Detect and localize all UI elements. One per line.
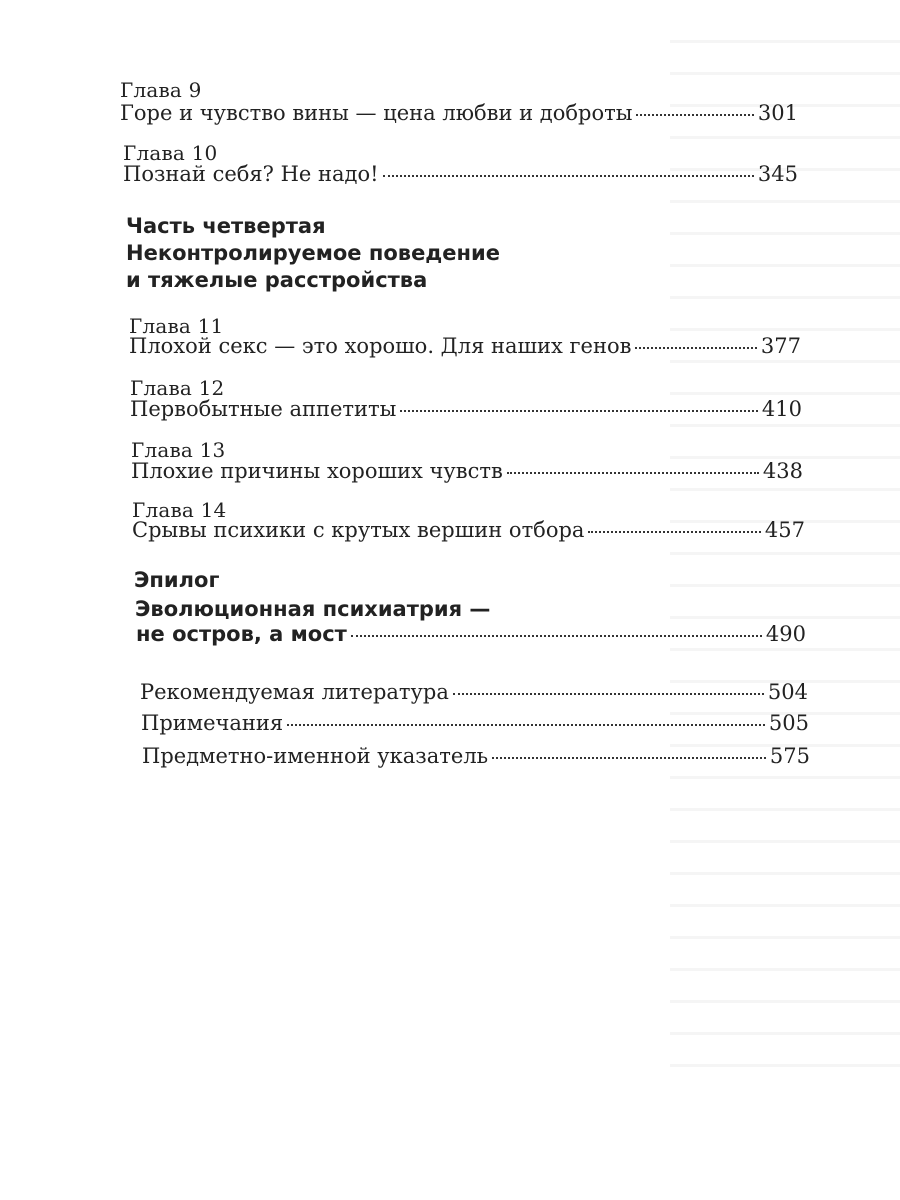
- dot-leader: [507, 472, 759, 474]
- chapter-11-page: 377: [760, 334, 801, 358]
- chapter-13-title: Плохие причины хороших чувств: [131, 459, 503, 483]
- chapter-9-title: Горе и чувство вины — цена любви и доброты: [120, 101, 633, 125]
- toc-entry-chapter-12[interactable]: [130, 397, 802, 421]
- toc-entry-chapter-13[interactable]: [131, 459, 803, 483]
- part-4-title-line-2: и тяжелые расстройства: [126, 268, 428, 292]
- toc-entry-chapter-10[interactable]: [123, 162, 798, 186]
- chapter-10-title: Познай себя? Не надо!: [123, 162, 379, 186]
- dot-leader: [383, 175, 754, 177]
- epilogue-label: Эпилог: [134, 568, 220, 592]
- recommended-literature-page: 504: [767, 680, 808, 704]
- dot-leader: [351, 635, 762, 637]
- chapter-14-title: Срывы психики с крутых вершин отбора: [132, 518, 585, 542]
- chapter-11-title: Плохой секс — это хорошо. Для наших генов: [129, 334, 632, 358]
- epilogue-title-line-2: не остров, а мост: [136, 622, 347, 646]
- toc-entry-chapter-11[interactable]: [129, 334, 801, 358]
- chapter-10-label: Глава 10: [123, 141, 218, 165]
- toc-entry-chapter-14[interactable]: [132, 518, 805, 542]
- toc-entry-chapter-9[interactable]: [120, 101, 798, 125]
- dot-leader: [636, 114, 753, 116]
- toc-entry-index[interactable]: [142, 744, 810, 768]
- chapter-13-page: 438: [762, 459, 803, 483]
- chapter-12-page: 410: [761, 397, 802, 421]
- chapter-13-label: Глава 13: [131, 438, 226, 462]
- chapter-14-label: Глава 14: [132, 498, 227, 522]
- chapter-12-label: Глава 12: [130, 376, 225, 400]
- part-4-label: Часть четвертая: [126, 214, 326, 238]
- chapter-12-title: Первобытные аппетиты: [130, 397, 397, 421]
- epilogue-title-line-1: Эволюционная психиатрия —: [135, 597, 491, 621]
- chapter-10-page: 345: [757, 162, 798, 186]
- index-title: Предметно-именной указатель: [142, 744, 489, 768]
- reverse-side-show-through: [670, 40, 900, 1080]
- index-page: 575: [769, 744, 810, 768]
- part-4-title-line-1: Неконтролируемое поведение: [126, 241, 500, 265]
- toc-entry-epilogue[interactable]: [136, 622, 806, 646]
- chapter-11-label: Глава 11: [129, 314, 224, 338]
- epilogue-page: 490: [765, 622, 806, 646]
- toc-entry-recommended-literature[interactable]: [140, 680, 808, 704]
- chapter-14-page: 457: [764, 518, 805, 542]
- dot-leader: [400, 410, 758, 412]
- toc-entry-notes[interactable]: [141, 711, 809, 735]
- notes-page: 505: [768, 711, 809, 735]
- dot-leader: [453, 693, 764, 695]
- dot-leader: [588, 531, 760, 533]
- chapter-9-label: Глава 9: [120, 78, 202, 102]
- notes-title: Примечания: [141, 711, 284, 735]
- dot-leader: [492, 757, 766, 759]
- recommended-literature-title: Рекомендуемая литература: [140, 680, 449, 704]
- chapter-9-page: 301: [757, 101, 798, 125]
- dot-leader: [635, 347, 756, 349]
- dot-leader: [287, 724, 765, 726]
